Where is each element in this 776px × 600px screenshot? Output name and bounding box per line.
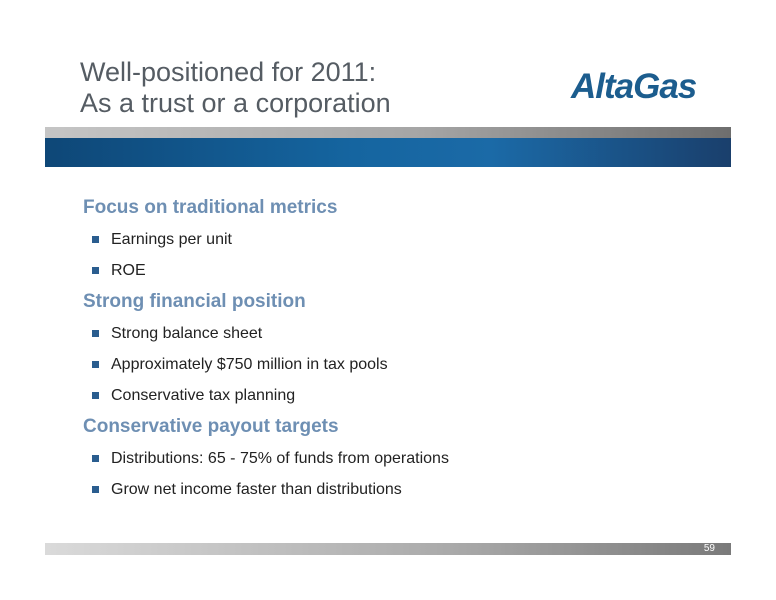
section-payout-targets <box>83 415 703 509</box>
header-blue-bar <box>45 138 731 167</box>
bullet-item <box>83 322 703 353</box>
altagas-logo: AltaGas <box>571 67 697 106</box>
bullet-text: Distributions: 65 - 75% of funds from operations <box>111 450 449 467</box>
bullet-text: Approximately $750 million in tax pools <box>111 356 388 373</box>
header-gray-bar <box>45 127 731 138</box>
square-bullet-icon <box>92 455 99 462</box>
square-bullet-icon <box>92 361 99 368</box>
page-number: 59 <box>703 543 715 554</box>
slide-title-line-2: As a trust or a corporation <box>80 88 391 118</box>
square-bullet-icon <box>92 330 99 337</box>
bullet-item <box>83 353 703 384</box>
footer-bar <box>45 543 731 555</box>
slide-title <box>80 57 391 119</box>
bullet-text: Conservative tax planning <box>111 387 296 404</box>
square-bullet-icon <box>92 236 99 243</box>
bullet-item <box>83 447 703 478</box>
slide <box>45 44 731 558</box>
section-heading: Focus on traditional metrics <box>83 197 338 218</box>
section-heading: Strong financial position <box>83 291 306 312</box>
bullet-item <box>83 478 703 509</box>
bullet-item <box>83 228 703 259</box>
square-bullet-icon <box>92 486 99 493</box>
bullet-text: Strong balance sheet <box>111 325 263 342</box>
bullet-text: Grow net income faster than distributions <box>111 481 402 498</box>
bullet-text: Earnings per unit <box>111 231 232 248</box>
section-traditional-metrics <box>83 196 703 290</box>
section-financial-position <box>83 290 703 415</box>
bullet-item <box>83 384 703 415</box>
slide-content <box>83 196 703 509</box>
bullet-item <box>83 259 703 290</box>
bullet-text: ROE <box>111 262 146 279</box>
slide-title-line-1: Well-positioned for 2011: <box>80 57 377 87</box>
square-bullet-icon <box>92 392 99 399</box>
square-bullet-icon <box>92 267 99 274</box>
section-heading: Conservative payout targets <box>83 416 339 437</box>
